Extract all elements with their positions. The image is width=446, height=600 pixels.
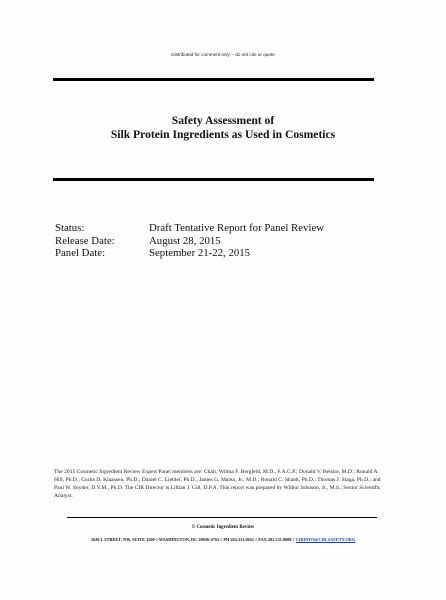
release-date-label: Release Date: — [55, 234, 115, 247]
email-link[interactable]: CIRINFO@CIR-SAFETY.ORG — [295, 537, 356, 542]
title-line-2: Silk Protein Ingredients as Used in Cosmetics — [110, 128, 336, 141]
title-line-1: Safety Assessment of — [171, 114, 275, 127]
release-date-row — [55, 235, 395, 248]
panel-date-value: September 21-22, 2015 — [149, 247, 251, 259]
title-bottom-rule — [53, 178, 374, 181]
status-label: Status: — [55, 222, 85, 234]
copyright-line: © Cosmetic Ingredient Review — [191, 525, 255, 530]
panel-members-paragraph: The 2015 Cosmetic Ingredient Review Expert Panel members are: Chair, Wilma F. Bergfeld, M.D., F.A.C.P.; Donald V. Belsito, M.D.; Ronald A. Hill, Ph.D.; Curtis D. Klaassen, Ph.D.; Daniel C. Liebler, Ph.D.; James G. Marks, Jr., M.D.; Ronald C. Shank, Ph.D.; Thomas J. Slaga, Ph.D.; and Paul W. Snyder, D.V.M., Ph.D. The CIR Director is Lillian J. Gill, D.P.A. This report was prepared by Wilbur Johnson, Jr., M.S., Senior Scientific Analyst. — [54, 469, 381, 499]
footer-rule — [67, 517, 377, 518]
address-text: 1620 L STREET, NW, SUITE 1200 ◊ WASHINGTON, DC 20036-4702 ◊ PH 202.331.0651 ◊ FAX 202.331.0088 ◊ — [90, 537, 296, 542]
panel-date-label: Panel Date: — [55, 247, 106, 259]
distribution-note: Distributed for comment only -- do not cite or quote — [171, 52, 275, 57]
status-row — [55, 222, 395, 235]
document-title — [0, 114, 446, 142]
title-top-rule — [53, 78, 374, 81]
status-value: Draft Tentative Report for Panel Review — [149, 222, 325, 234]
address-line — [0, 537, 446, 542]
panel-date-row — [55, 247, 395, 260]
status-block — [55, 222, 395, 260]
release-date-value: August 28, 2015 — [149, 234, 221, 247]
